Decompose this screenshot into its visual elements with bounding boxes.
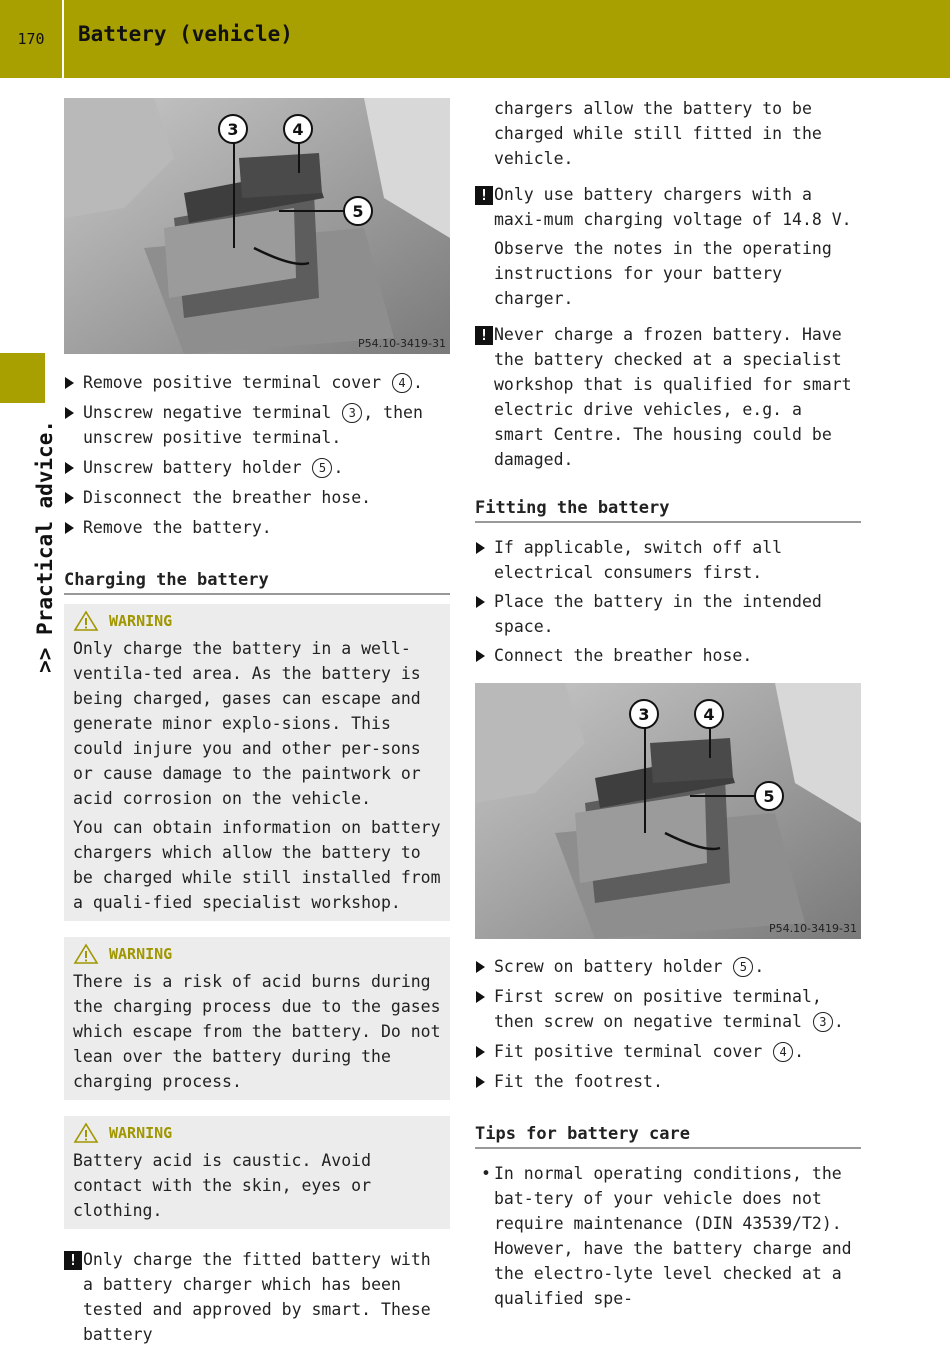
warning-triangle-icon: [73, 610, 99, 632]
warning-text: Battery acid is caustic. Avoid contact with the skin, eyes or clothing.: [73, 1151, 372, 1220]
warning-triangle-icon: [73, 943, 99, 965]
section-heading-tips: Tips for battery care: [475, 1124, 861, 1149]
list-item: Unscrew negative terminal 3 , then unscrew positive terminal.: [64, 400, 450, 450]
battery-illustration: [64, 98, 450, 354]
list-item: Unscrew battery holder 5 .: [64, 455, 450, 480]
note-continuation: chargers allow the battery to be charged while still fitted in the vehicle.: [494, 99, 822, 168]
warning-triangle-icon: [73, 1122, 99, 1144]
list-item: Screw on battery holder 5 .: [475, 954, 861, 979]
section-heading-fitting: Fitting the battery: [475, 498, 861, 523]
note-text: Observe the notes in the operating instructions for your battery charger.: [494, 239, 832, 308]
section-heading-charging: Charging the battery: [64, 570, 450, 595]
callout-4: 4: [292, 120, 304, 139]
page-number: 170: [17, 30, 45, 48]
warning-text: Only charge the battery in a well-ventila-ted area. As the battery is being charged, gases can escape and generate minor explo-sions. This could injure you and other per-sons or cause damage to the paintwork or acid corrosion on the vehicle.: [73, 639, 421, 808]
warning-label: WARNING: [109, 945, 173, 963]
exclamation-icon: !: [64, 1251, 82, 1270]
fitting-steps: [475, 535, 861, 668]
left-column: [64, 98, 450, 1347]
removal-steps: [64, 370, 450, 540]
right-column: [475, 98, 861, 1311]
list-item: Disconnect the breather hose.: [64, 485, 450, 510]
warning-text: You can obtain information on battery chargers which allow the battery to be charged while still installed from a quali-fied specialist workshop.: [73, 818, 441, 912]
page-title: Battery (vehicle): [78, 22, 293, 46]
battery-figure-fitting: [475, 683, 861, 939]
list-item: If applicable, switch off all electrical consumers first.: [475, 535, 861, 585]
figure-code: P54.10-3419-31: [357, 337, 446, 350]
warning-box: [64, 604, 450, 921]
note: ! Only use battery chargers with a maxi-mum charging voltage of 14.8 V.: [475, 182, 861, 232]
battery-figure-removal: [64, 98, 450, 354]
list-item: Place the battery in the intended space.: [475, 589, 861, 639]
exclamation-icon: !: [475, 326, 493, 345]
header-divider: [62, 0, 64, 78]
note: ! Only charge the fitted battery with a battery charger which has been tested and approved by smart. These battery: [64, 1247, 450, 1347]
callout-3: 3: [227, 120, 239, 139]
callout-5: 5: [352, 202, 364, 221]
warning-box: [64, 937, 450, 1100]
list-item: Remove positive terminal cover 4 .: [64, 370, 450, 395]
battery-illustration: [475, 683, 861, 939]
section-label: >> Practical advice.: [33, 420, 57, 673]
callout-4: 4: [703, 705, 715, 724]
warning-label: WARNING: [109, 1124, 173, 1142]
list-item: Connect the breather hose.: [475, 643, 861, 668]
note: ! Never charge a frozen battery. Have the battery checked at a specialist workshop that is qualified for smart electric drive vehicles, e.g. a smart Centre. The housing could be damaged.: [475, 322, 861, 472]
exclamation-icon: !: [475, 186, 493, 205]
list-item: Fit the footrest.: [475, 1069, 861, 1094]
fitting-steps-after: [475, 954, 861, 1094]
warning-label: WARNING: [109, 612, 173, 630]
list-item: Remove the battery.: [64, 515, 450, 540]
callout-3: 3: [638, 705, 650, 724]
warning-text: There is a risk of acid burns during the charging process due to the gases which escape from the battery. Do not lean over the battery during the charging process.: [73, 972, 441, 1091]
figure-code: P54.10-3419-31: [768, 922, 857, 935]
callout-5: 5: [763, 787, 775, 806]
page-header: [0, 0, 950, 78]
list-item: Fit positive terminal cover 4 .: [475, 1039, 861, 1064]
list-item: • In normal operating conditions, the bat-tery of your vehicle does not require maintenance (DIN 43539/T2). However, have the battery charge and the electro-lyte level checked at a qualified spe-: [481, 1164, 852, 1308]
warning-box: [64, 1116, 450, 1229]
list-item: First screw on positive terminal, then screw on negative terminal 3 .: [475, 984, 861, 1034]
section-tab-marker: [0, 353, 45, 403]
